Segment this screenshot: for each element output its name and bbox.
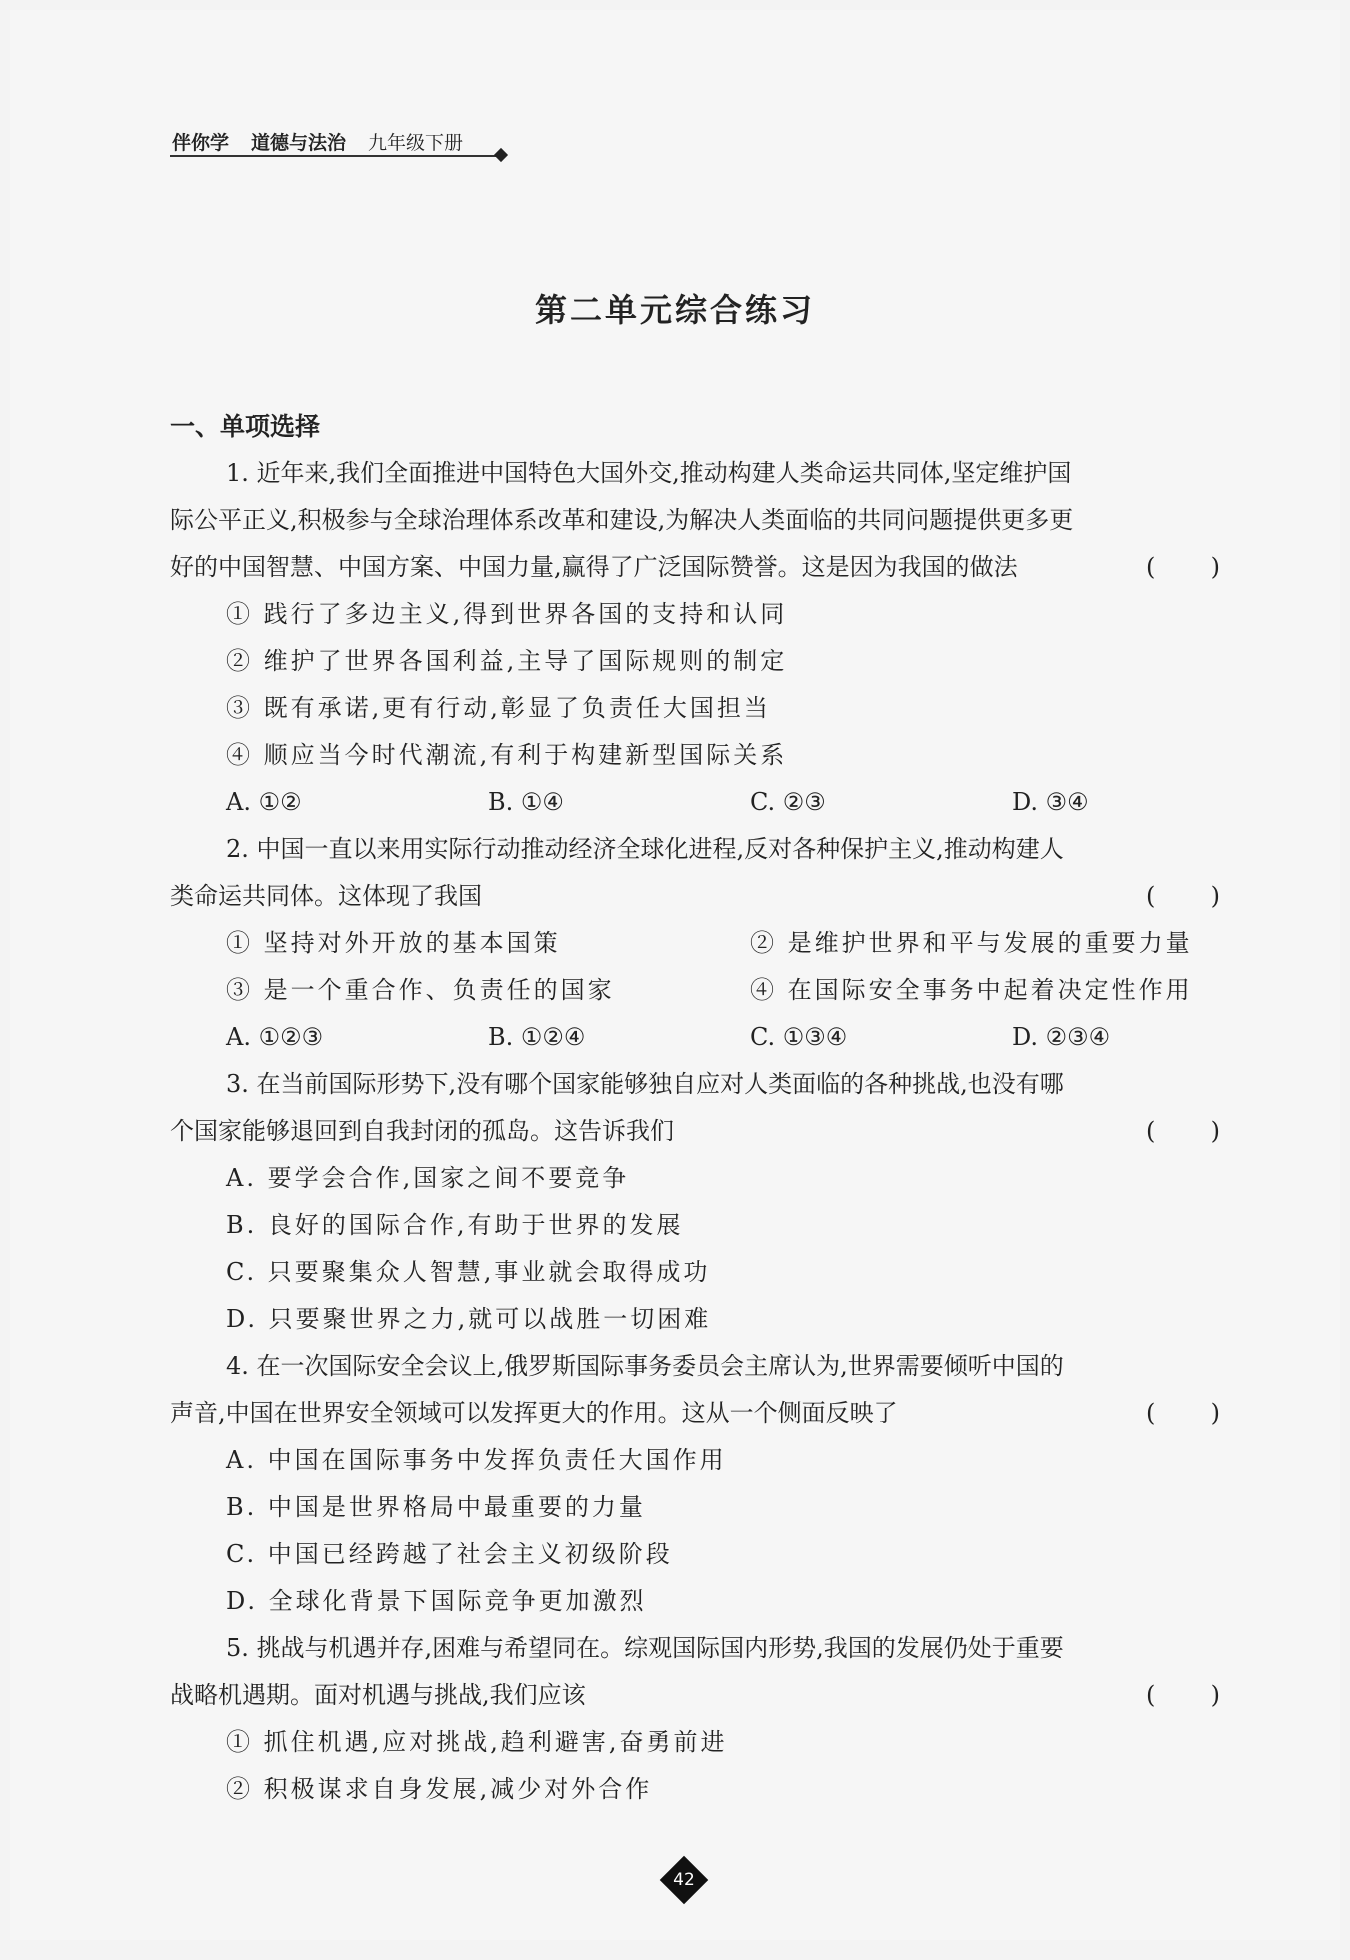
paren-left: ( bbox=[1146, 1681, 1156, 1709]
paren-left: ( bbox=[1146, 1117, 1156, 1145]
q1-stem-line2: 际公平正义,积极参与全球治理体系改革和建设,为解决人类面临的共同问题提供更多更 bbox=[170, 506, 1074, 534]
q3-answer-blank[interactable] bbox=[1146, 1108, 1220, 1155]
q2-choice-d[interactable]: D. ②③④ bbox=[1012, 1023, 1111, 1051]
document-page bbox=[10, 10, 1340, 1940]
page-number-badge bbox=[662, 1858, 706, 1902]
q3-stem-line2 bbox=[170, 1108, 1220, 1155]
q4-stem-line2 bbox=[170, 1390, 1220, 1437]
q2-option-1: ① 坚持对外开放的基本国策 bbox=[226, 929, 561, 957]
paren-right: ) bbox=[1210, 553, 1220, 581]
q2-stem-text: 类命运共同体。这体现了我国 bbox=[170, 882, 482, 910]
subject-name: 道德与法治 bbox=[251, 132, 347, 154]
q5-option-2: ② 积极谋求自身发展,减少对外合作 bbox=[226, 1775, 653, 1803]
paren-left: ( bbox=[1146, 1399, 1156, 1427]
question-list bbox=[170, 450, 1220, 1813]
q2-option-4: ④ 在国际安全事务中起着决定性作用 bbox=[750, 976, 1193, 1004]
page-title: 第二单元综合练习 bbox=[534, 291, 815, 329]
paren-right: ) bbox=[1210, 1117, 1220, 1145]
q4-answer-blank[interactable] bbox=[1146, 1390, 1220, 1437]
paren-left: ( bbox=[1146, 882, 1156, 910]
q5-stem-text: 战略机遇期。面对机遇与挑战,我们应该 bbox=[170, 1681, 586, 1709]
q2-choice-c[interactable]: C. ①③④ bbox=[750, 1023, 848, 1051]
q1-stem-line3 bbox=[170, 544, 1220, 591]
grade-label: 九年级下册 bbox=[368, 132, 464, 154]
q1-choice-d[interactable]: D. ③④ bbox=[1012, 788, 1089, 816]
q1-answer-blank[interactable] bbox=[1146, 544, 1220, 591]
q3-stem-text: 个国家能够退回到自我封闭的孤岛。这告诉我们 bbox=[170, 1117, 674, 1145]
q1-option-3: ③ 既有承诺,更有行动,彰显了负责任大国担当 bbox=[226, 694, 771, 722]
q1-stem-line1: 1. 近年来,我们全面推进中国特色大国外交,推动构建人类命运共同体,坚定维护国 bbox=[226, 459, 1072, 487]
q2-choices bbox=[170, 1014, 1220, 1061]
q2-answer-blank[interactable] bbox=[1146, 873, 1220, 920]
header-diamond-icon bbox=[494, 148, 508, 162]
q2-option-2: ② 是维护世界和平与发展的重要力量 bbox=[750, 929, 1193, 957]
q4-choice-a[interactable]: A. 中国在国际事务中发挥负责任大国作用 bbox=[226, 1446, 727, 1474]
q3-choice-d[interactable]: D. 只要聚世界之力,就可以战胜一切困难 bbox=[226, 1305, 712, 1333]
q1-stem-text: 好的中国智慧、中国方案、中国力量,赢得了广泛国际赞誉。这是因为我国的做法 bbox=[170, 553, 1018, 581]
header-rule bbox=[170, 155, 502, 157]
q1-choice-a[interactable]: A. ①② bbox=[226, 788, 302, 816]
paren-right: ) bbox=[1210, 1399, 1220, 1427]
paren-right: ) bbox=[1210, 1681, 1220, 1709]
paren-right: ) bbox=[1210, 882, 1220, 910]
q2-option-3: ③ 是一个重合作、负责任的国家 bbox=[226, 976, 615, 1004]
q1-choice-b[interactable]: B. ①④ bbox=[488, 788, 564, 816]
q2-options-row2 bbox=[170, 967, 1220, 1014]
q4-choice-d[interactable]: D. 全球化背景下国际竞争更加激烈 bbox=[226, 1587, 647, 1615]
q3-choice-c[interactable]: C. 只要聚集众人智慧,事业就会取得成功 bbox=[226, 1258, 711, 1286]
q4-choice-c[interactable]: C. 中国已经跨越了社会主义初级阶段 bbox=[226, 1540, 673, 1568]
q3-choice-a[interactable]: A. 要学会合作,国家之间不要竞争 bbox=[226, 1164, 630, 1192]
q2-choice-a[interactable]: A. ①②③ bbox=[226, 1023, 324, 1051]
q2-options-row1 bbox=[170, 920, 1220, 967]
q3-choice-b[interactable]: B. 良好的国际合作,有助于世界的发展 bbox=[226, 1211, 684, 1239]
q4-choice-b[interactable]: B. 中国是世界格局中最重要的力量 bbox=[226, 1493, 646, 1521]
q3-stem-line1: 3. 在当前国际形势下,没有哪个国家能够独自应对人类面临的各种挑战,也没有哪 bbox=[226, 1070, 1064, 1098]
q5-option-1: ① 抓住机遇,应对挑战,趋利避害,奋勇前进 bbox=[226, 1728, 728, 1756]
q1-option-4: ④ 顺应当今时代潮流,有利于构建新型国际关系 bbox=[226, 741, 788, 769]
paren-left: ( bbox=[1146, 553, 1156, 581]
q2-stem-line2 bbox=[170, 873, 1220, 920]
q1-choices bbox=[170, 779, 1220, 826]
q4-stem-text: 声音,中国在世界安全领域可以发挥更大的作用。这从一个侧面反映了 bbox=[170, 1399, 898, 1427]
q1-option-1: ① 践行了多边主义,得到世界各国的支持和认同 bbox=[226, 600, 788, 628]
q2-stem-line1: 2. 中国一直以来用实际行动推动经济全球化进程,反对各种保护主义,推动构建人 bbox=[226, 835, 1064, 863]
q4-stem-line1: 4. 在一次国际安全会议上,俄罗斯国际事务委员会主席认为,世界需要倾听中国的 bbox=[226, 1352, 1064, 1380]
q5-answer-blank[interactable] bbox=[1146, 1672, 1220, 1719]
page-number: 42 bbox=[673, 1870, 695, 1890]
series-name: 伴你学 bbox=[172, 132, 230, 154]
q1-choice-c[interactable]: C. ②③ bbox=[750, 788, 826, 816]
q2-choice-b[interactable]: B. ①②④ bbox=[488, 1023, 586, 1051]
q1-option-2: ② 维护了世界各国利益,主导了国际规则的制定 bbox=[226, 647, 788, 675]
running-header bbox=[172, 128, 463, 155]
q5-stem-line1: 5. 挑战与机遇并存,困难与希望同在。综观国际国内形势,我国的发展仍处于重要 bbox=[226, 1634, 1064, 1662]
section-heading: 一、单项选择 bbox=[170, 412, 321, 441]
q5-stem-line2 bbox=[170, 1672, 1220, 1719]
